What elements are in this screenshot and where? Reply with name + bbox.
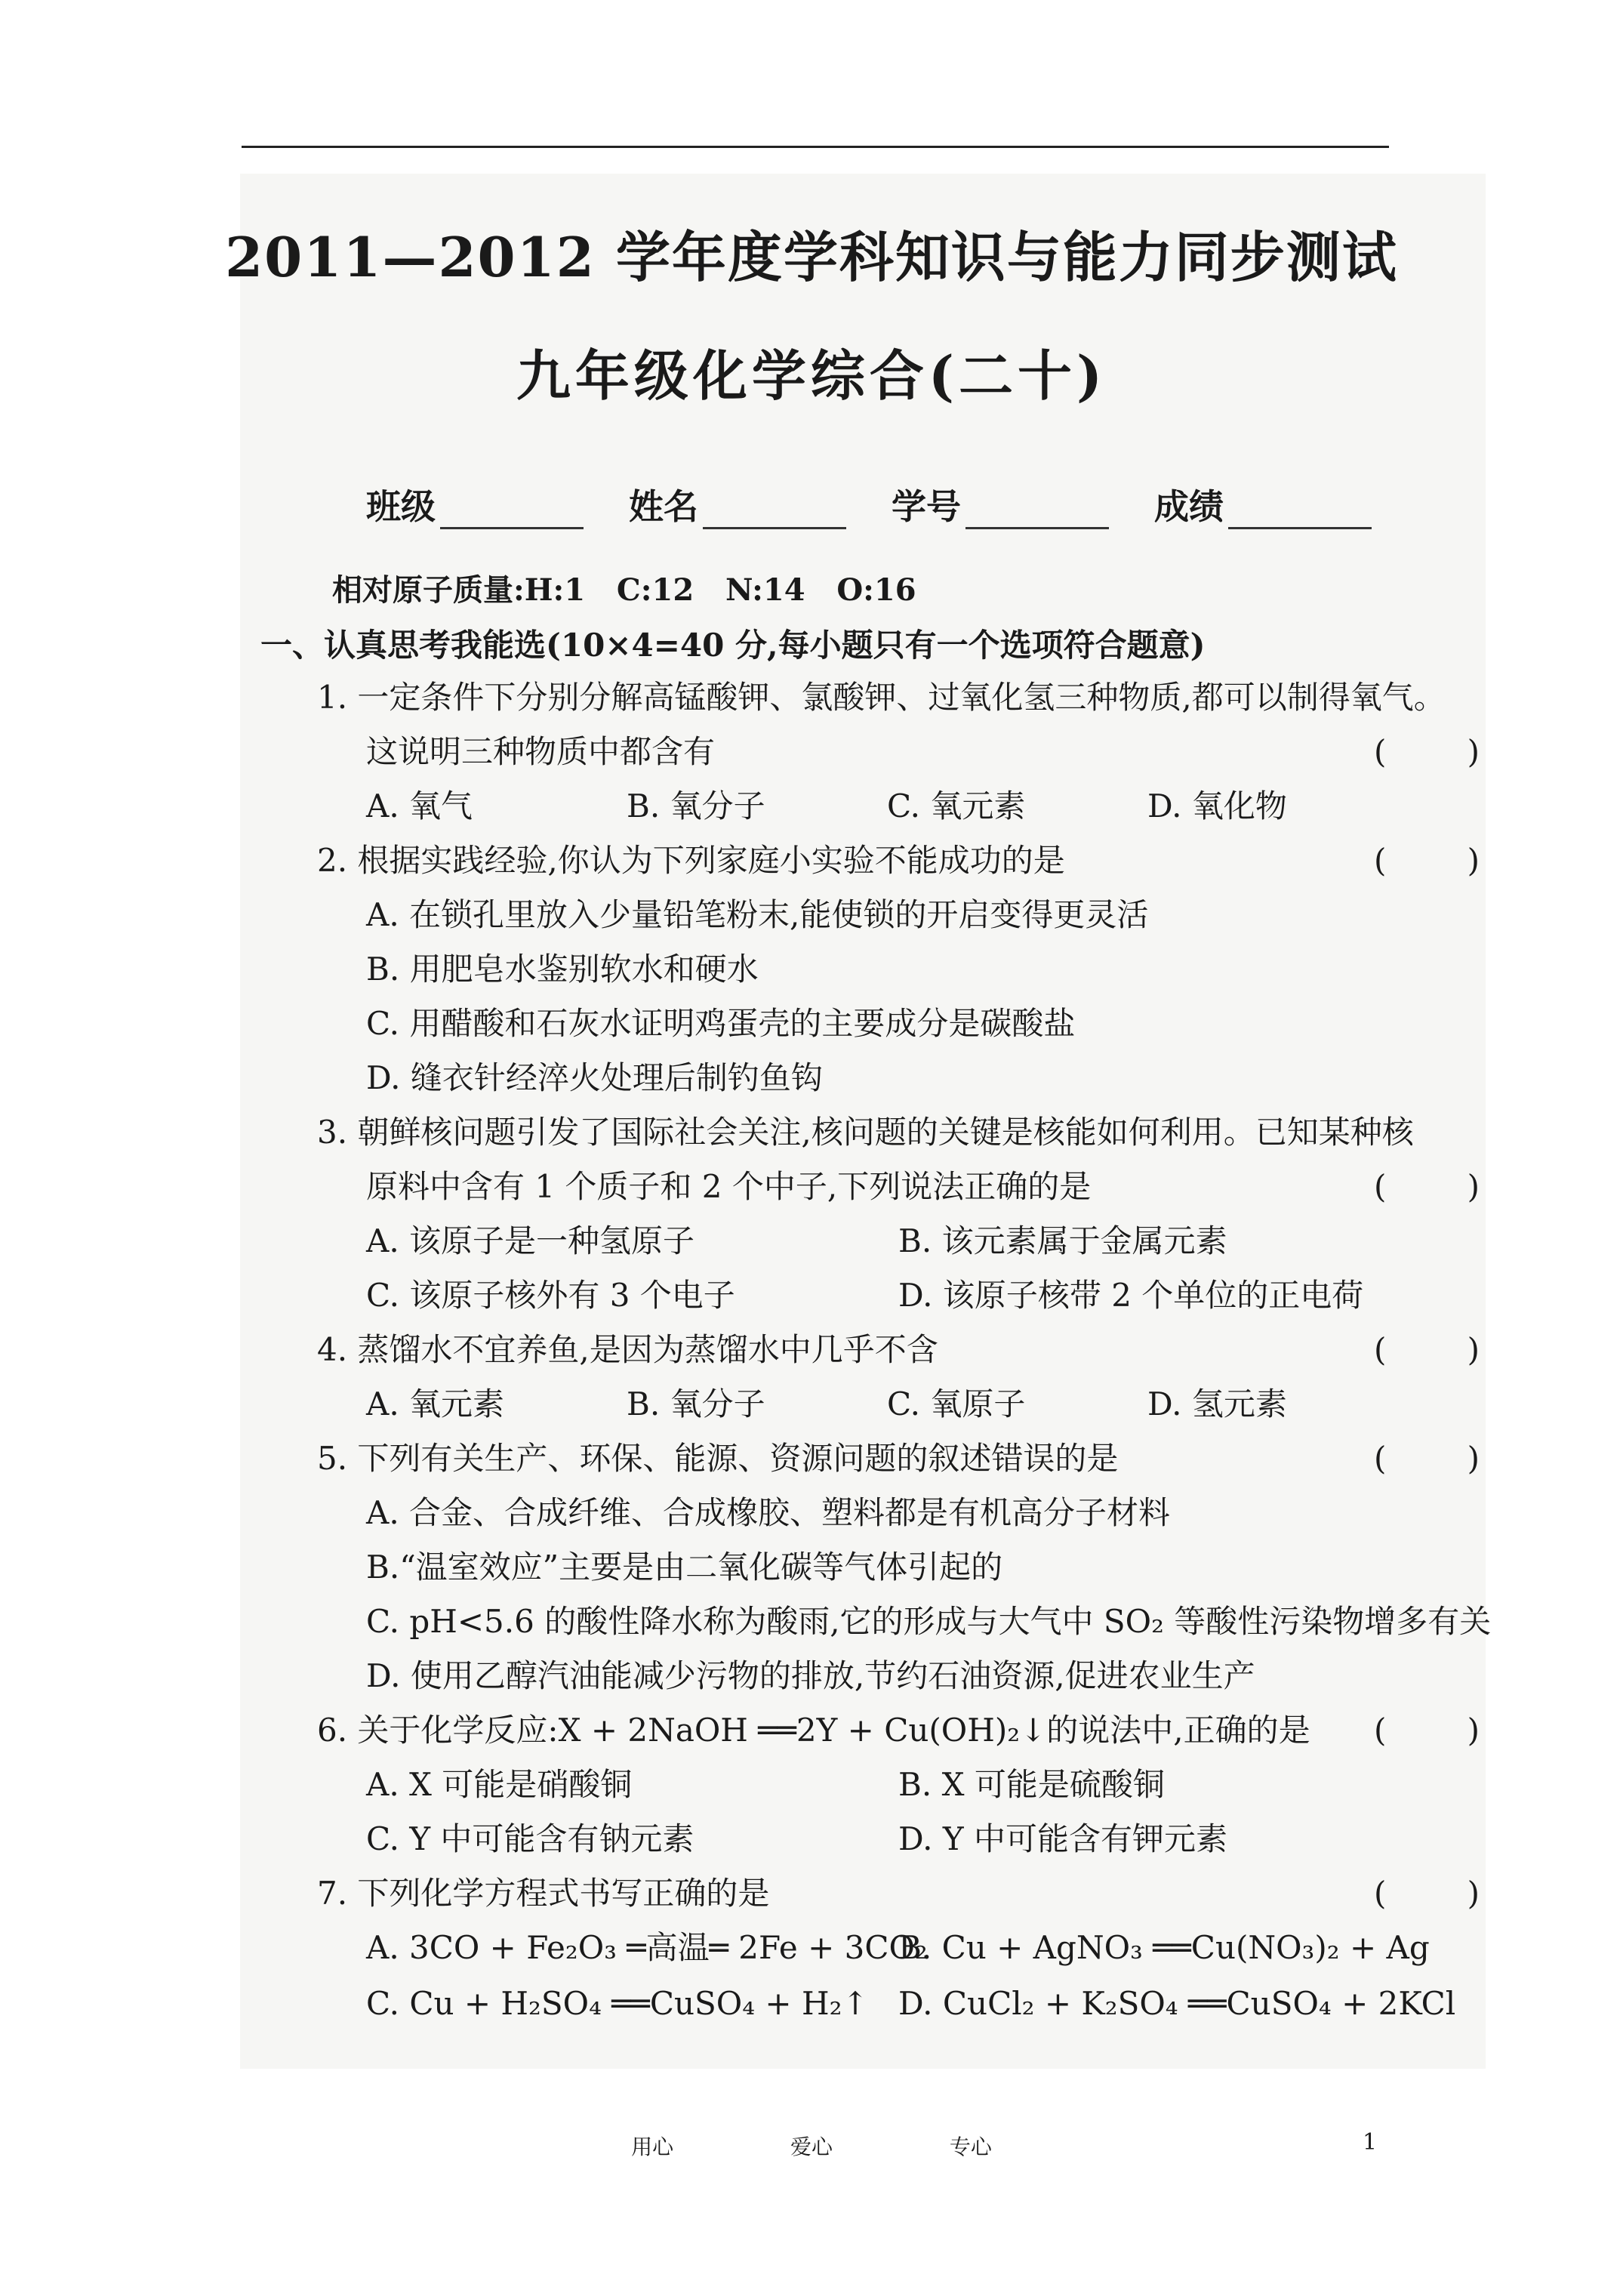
page-title: 2011—2012 学年度学科知识与能力同步测试 <box>225 225 1398 289</box>
answer-bracket: ( ) <box>1374 1168 1480 1205</box>
option: D. 氧化物 <box>1147 787 1287 824</box>
footer-motto: 专心 <box>949 2134 992 2159</box>
page-footer <box>0 2131 1623 2161</box>
answer-bracket: ( ) <box>1374 1331 1480 1368</box>
option: A. 氧元素 <box>366 1385 505 1422</box>
answer-bracket: ( ) <box>1374 1712 1480 1749</box>
option: B. 用肥皂水鉴别软水和硬水 <box>366 951 759 988</box>
student-info-row <box>366 479 1372 529</box>
answer-bracket: ( ) <box>1374 1875 1480 1912</box>
question-3-options-2 <box>317 1268 1480 1323</box>
name-field <box>629 479 846 529</box>
id-blank <box>965 497 1109 529</box>
option: C. Cu + H₂SO₄ ══CuSO₄ + H₂↑ <box>366 1985 869 2022</box>
option: C. 氧原子 <box>887 1385 1026 1422</box>
option: C. pH<5.6 的酸性降水称为酸雨,它的形成与大气中 SO₂ 等酸性污染物增多有关 <box>366 1603 1492 1640</box>
page-number: 1 <box>1363 2129 1378 2156</box>
option: B. 氧分子 <box>627 1385 765 1422</box>
score-field <box>1154 479 1372 529</box>
question-3-stem-cont: 原料中含有 1 个质子和 2 个中子,下列说法正确的是 ( ) <box>317 1160 1480 1214</box>
footer-motto: 爱心 <box>790 2134 833 2159</box>
option: B. 氧分子 <box>627 787 765 824</box>
option: A. X 可能是硝酸铜 <box>366 1766 633 1803</box>
option: C. 氧元素 <box>887 787 1026 824</box>
option: C. 用醋酸和石灰水证明鸡蛋壳的主要成分是碳酸盐 <box>366 1005 1076 1042</box>
question-5-stem: 5. 下列有关生产、环保、能源、资源问题的叙述错误的是 ( ) <box>317 1432 1480 1486</box>
option: D. 缝衣针经淬火处理后制钓鱼钩 <box>366 1059 823 1096</box>
question-6-options-2 <box>317 1812 1480 1866</box>
page-subtitle: 九年级化学综合(二十) <box>516 344 1107 408</box>
option: A. 在锁孔里放入少量铅笔粉末,能使锁的开启变得更灵活 <box>366 896 1149 933</box>
class-blank <box>440 497 584 529</box>
question-list <box>317 670 1492 2032</box>
option: B. 该元素属于金属元素 <box>898 1222 1227 1259</box>
atomic-masses: 相对原子质量:H:1 C:12 N:14 O:16 <box>332 572 916 608</box>
question-7-options-2 <box>317 1977 1480 2032</box>
option: A. 3CO + Fe₂O₃ ═高温═ 2Fe + 3CO₂ <box>366 1929 928 1966</box>
name-blank <box>703 497 846 529</box>
name-label: 姓名 <box>629 486 698 527</box>
question-3-stem: 3. 朝鲜核问题引发了国际社会关注,核问题的关键是核能如何利用。已知某种核 <box>317 1114 1414 1151</box>
question-1-stem-cont: 这说明三种物质中都含有 ( ) <box>317 725 1480 779</box>
footer-motto: 用心 <box>631 2134 674 2159</box>
option: D. Y 中可能含有钾元素 <box>898 1820 1227 1857</box>
option: D. 氢元素 <box>1147 1385 1287 1422</box>
question-2-stem: 2. 根据实践经验,你认为下列家庭小实验不能成功的是 ( ) <box>317 834 1480 888</box>
id-label: 学号 <box>892 486 961 527</box>
question-7-options <box>317 1921 1480 1977</box>
section-heading: 一、认真思考我能选(10×4=40 分,每小题只有一个选项符合题意) <box>260 627 1206 664</box>
option: A. 氧气 <box>366 787 473 824</box>
question-4-options <box>317 1377 1480 1432</box>
option: C. Y 中可能含有钠元素 <box>366 1820 694 1857</box>
question-6-stem: 6. 关于化学反应:X + 2NaOH ══2Y + Cu(OH)₂↓的说法中,正确的是 ( ) <box>317 1703 1480 1758</box>
question-3-options <box>317 1214 1480 1268</box>
question-1-options <box>317 779 1480 834</box>
option: D. CuCl₂ + K₂SO₄ ══CuSO₄ + 2KCl <box>898 1985 1456 2022</box>
option: D. 该原子核带 2 个单位的正电荷 <box>898 1277 1364 1314</box>
class-label: 班级 <box>366 486 436 527</box>
question-7-stem: 7. 下列化学方程式书写正确的是 ( ) <box>317 1866 1480 1921</box>
option: A. 合金、合成纤维、合成橡胶、塑料都是有机高分子材料 <box>366 1494 1171 1531</box>
answer-bracket: ( ) <box>1374 842 1480 879</box>
option: A. 该原子是一种氢原子 <box>366 1222 695 1259</box>
question-1-stem: 1. 一定条件下分别分解高锰酸钾、氯酸钾、过氧化氢三种物质,都可以制得氧气。 <box>317 679 1446 716</box>
score-label: 成绩 <box>1154 486 1224 527</box>
top-rule <box>242 146 1389 148</box>
class-field <box>366 479 584 529</box>
option: D. 使用乙醇汽油能减少污物的排放,节约石油资源,促进农业生产 <box>366 1657 1255 1694</box>
question-4-stem: 4. 蒸馏水不宜养鱼,是因为蒸馏水中几乎不含 ( ) <box>317 1323 1480 1377</box>
question-6-options <box>317 1758 1480 1812</box>
score-blank <box>1228 497 1372 529</box>
option: B. Cu + AgNO₃ ══Cu(NO₃)₂ + Ag <box>898 1929 1430 1966</box>
option: C. 该原子核外有 3 个电子 <box>366 1277 735 1314</box>
answer-bracket: ( ) <box>1374 1440 1480 1477</box>
option: B. X 可能是硫酸铜 <box>898 1766 1165 1803</box>
option: B.“温室效应”主要是由二氧化碳等气体引起的 <box>366 1549 1003 1586</box>
answer-bracket: ( ) <box>1374 733 1480 770</box>
id-field <box>892 479 1109 529</box>
